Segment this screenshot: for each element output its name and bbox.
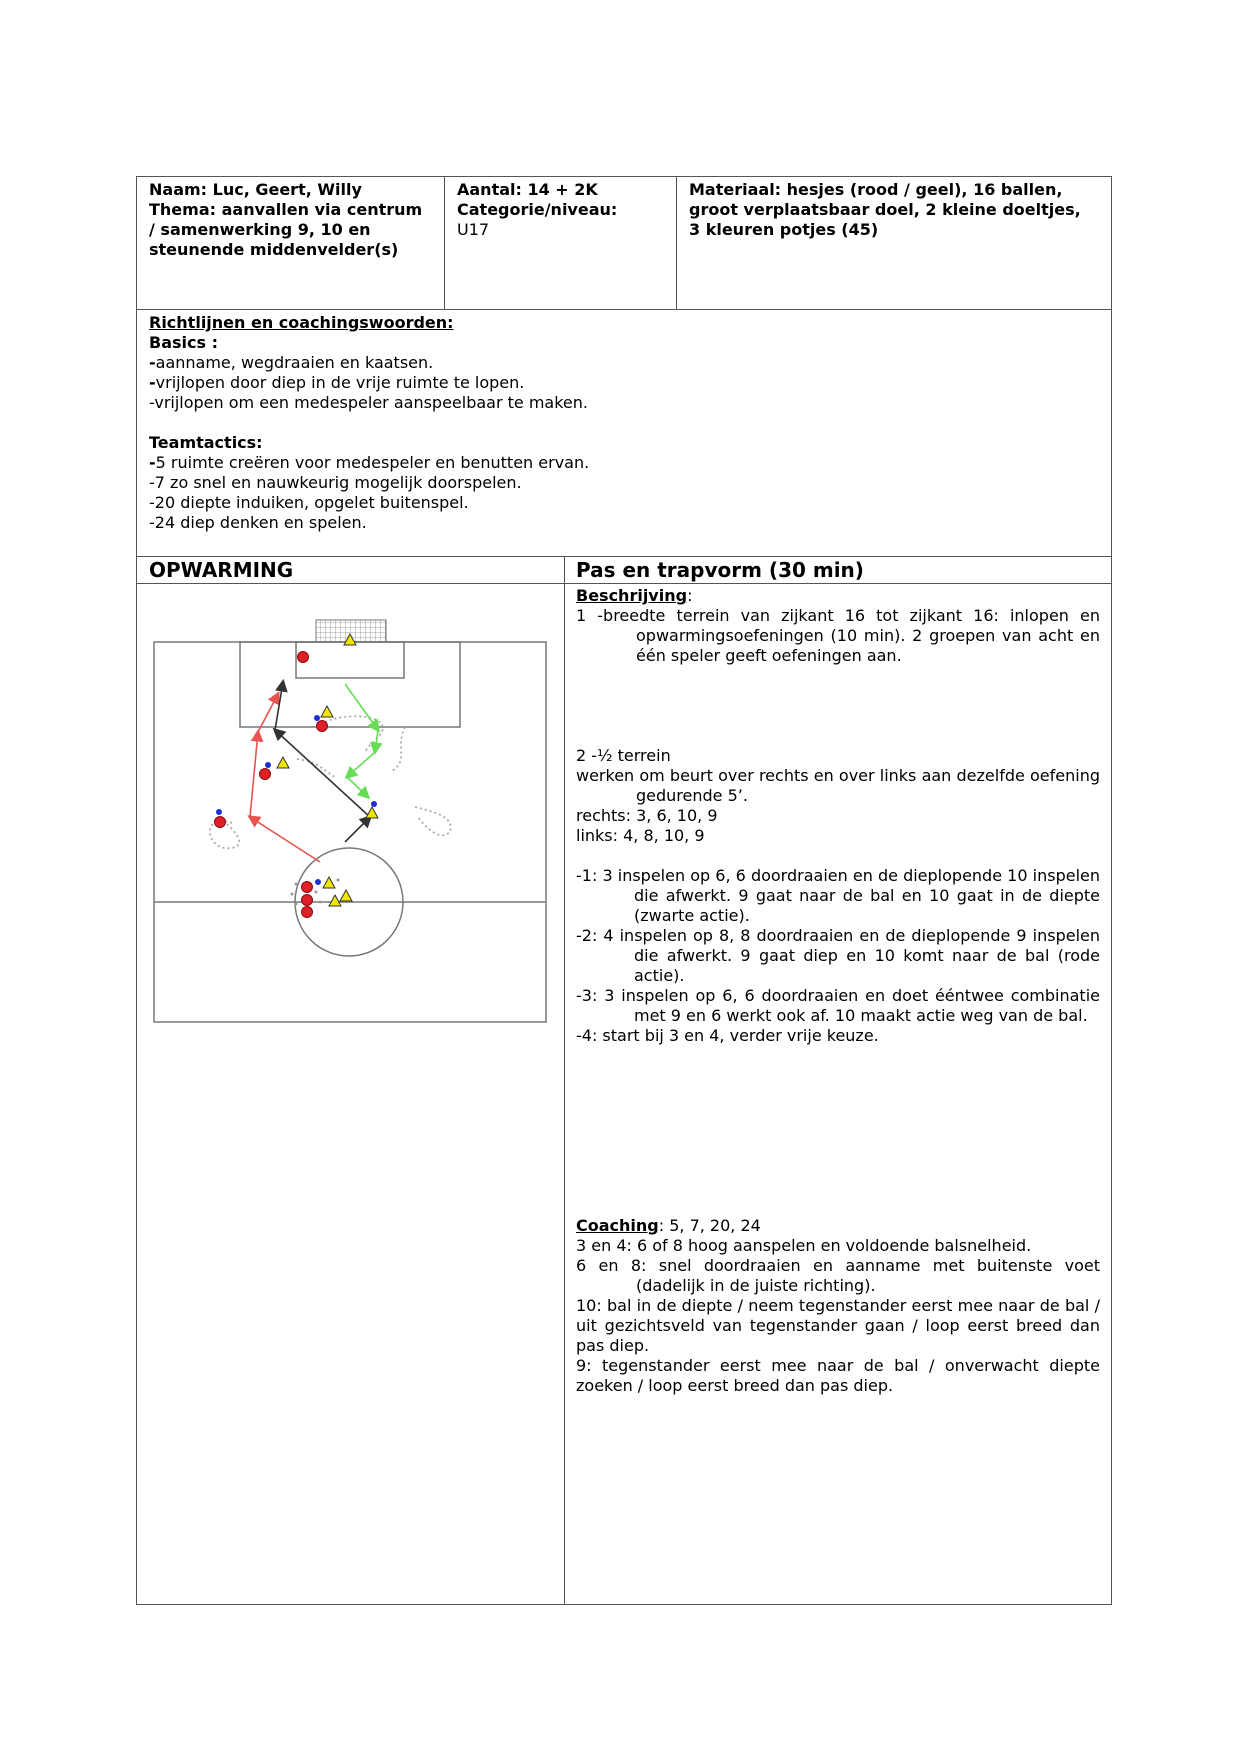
step-4: -4: start bij 3 en 4, verder vrije keuze. (576, 1026, 879, 1045)
ball-markers (216, 715, 377, 885)
step-2: -2: 4 inspelen op 8, 8 doordraaien en de dieplopende 9 inspelen die afwerkt. 9 gaat diep en 10 komt naar de bal (rode actie). (576, 926, 1100, 985)
small-marker (295, 903, 298, 906)
niveau-value: U17 (457, 220, 490, 239)
team-item-4: -24 diep denken en spelen. (149, 513, 367, 532)
basics-item-2: -vrijlopen door diep in de vrije ruimte te lopen. (149, 373, 525, 392)
players-red (215, 652, 328, 918)
pitch-diagram (150, 612, 550, 1027)
player-red (298, 652, 309, 663)
ball-marker (216, 809, 222, 815)
goal-area (296, 642, 404, 678)
step-3: -3: 3 inspelen op 6, 6 doordraaien en doet ééntwee combinatie met 9 en 6 werkt ook af. 10 maakt actie weg van de bal. (576, 986, 1100, 1025)
red-run-1 (250, 732, 258, 817)
green-run-2 (375, 730, 378, 752)
player-red (302, 907, 313, 918)
cone (277, 757, 289, 768)
coaching-block (576, 1216, 1100, 1396)
player-red (302, 882, 313, 893)
aantal-block (457, 180, 672, 240)
black-pass-1 (345, 817, 370, 842)
player-red (317, 721, 328, 732)
ball-marker (315, 879, 321, 885)
coaching-line-4: 9: tegenstander eerst mee naar de bal / onverwacht diepte zoeken / loop eerst breed dan pas diep. (576, 1356, 1100, 1395)
richtlijnen-title: Richtlijnen en coachingswoorden: (149, 313, 454, 332)
team-item-1: -5 ruimte creëren voor medespeler en benutten ervan. (149, 453, 590, 472)
penalty-area (240, 642, 460, 727)
cone (329, 895, 341, 906)
small-marker (315, 891, 318, 894)
categorie-label: Categorie/niveau: (457, 200, 618, 219)
pitch-lines (154, 642, 546, 1022)
rechts-line: rechts: 3, 6, 10, 9 (576, 806, 718, 825)
coaching-heading: Coaching: 5, 7, 20, 24 (576, 1216, 761, 1235)
coaching-line-3: 10: bal in de diepte / neem tegenstander eerst mee naar de bal / uit gezichtsveld van tegenstander gaan / loop eerst breed dan pas diep. (576, 1296, 1100, 1355)
ball-marker (265, 762, 271, 768)
black-run-lines (275, 682, 370, 842)
materiaal-block (689, 180, 1109, 240)
materiaal-line-3: 3 kleuren potjes (45) (689, 220, 879, 239)
player-red (302, 895, 313, 906)
beschrijving-p2: werken om beurt over rechts en over links aan dezelfde oefening gedurende 5’. (576, 766, 1100, 805)
team-item-2: -7 zo snel en nauwkeurig mogelijk doorspelen. (149, 473, 522, 492)
green-run-1 (345, 684, 378, 730)
materiaal-line-2: groot verplaatsbaar doel, 2 kleine doeltjes, (689, 200, 1081, 219)
thema-line-1: Thema: aanvallen via centrum (149, 200, 423, 219)
thema-line-2: / samenwerking 9, 10 en (149, 220, 371, 239)
spacer (576, 846, 1100, 866)
spacer (149, 413, 1099, 433)
black-run-2 (275, 682, 283, 730)
thema-line-3: steunende middenvelder(s) (149, 240, 399, 259)
pas-en-trapvorm-title: Pas en trapvorm (30 min) (576, 558, 864, 582)
materiaal-line-1: Materiaal: hesjes (rood / geel), 16 ballen, (689, 180, 1063, 199)
small-marker (295, 883, 298, 886)
cone (366, 807, 378, 818)
basics-title: Basics : (149, 333, 218, 352)
naam-block (149, 180, 439, 260)
dribble-path-3 (325, 716, 383, 752)
red-pass-1 (250, 817, 320, 862)
links-line: links: 4, 8, 10, 9 (576, 826, 705, 845)
coaching-line-2: 6 en 8: snel doordraaien en aanname met buitenste voet (dadelijk in de juiste richting). (576, 1256, 1100, 1295)
green-run-3 (347, 752, 375, 777)
ball-marker (314, 715, 320, 721)
small-marker (319, 901, 322, 904)
coaching-line-1: 3 en 4: 6 of 8 hoog aanspelen en voldoende balsnelheid. (576, 1236, 1032, 1255)
green-run-4 (347, 777, 368, 797)
cone (340, 890, 352, 901)
black-run-1 (275, 730, 370, 817)
richtlijnen-block (149, 313, 1099, 533)
basics-item-3: -vrijlopen om een medespeler aanspeelbaar te maken. (149, 393, 588, 412)
small-marker (291, 893, 294, 896)
player-red (260, 769, 271, 780)
red-run-lines (250, 694, 320, 862)
cones-yellow (277, 634, 378, 906)
opwarming-title: OPWARMING (149, 558, 294, 582)
naam-text: Naam: Luc, Geert, Willy (149, 180, 362, 199)
beschrijving-p1: 1 -breedte terrein van zijkant 16 tot zijkant 16: inlopen en opwarmingsoefeningen (10 min). 2 groepen van acht en één speler geeft oefeningen aan. (576, 606, 1100, 665)
half-field-outline (154, 642, 546, 1022)
spacer (576, 666, 1100, 746)
basics-item-1: -aanname, wegdraaien en kaatsen. (149, 353, 434, 372)
cone (321, 706, 333, 717)
dribble-path-5 (390, 727, 405, 772)
step-1: -1: 3 inspelen op 6, 6 doordraaien en de dieplopende 10 inspelen die afwerkt. 9 gaat naar de bal en 10 gaat in de diepte (zwarte actie). (576, 866, 1100, 925)
dribble-paths (210, 716, 451, 848)
beschrijving-p2-head: 2 -½ terrein (576, 746, 671, 765)
beschrijving-block (576, 586, 1100, 1046)
dribble-path-4 (415, 807, 451, 835)
aantal-text: Aantal: 14 + 2K (457, 180, 598, 199)
player-red (215, 817, 226, 828)
team-item-3: -20 diepte induiken, opgelet buitenspel. (149, 493, 469, 512)
ball-marker (371, 801, 377, 807)
cone (323, 877, 335, 888)
beschrijving-heading: Beschrijving: (576, 586, 693, 605)
green-run-lines (345, 684, 378, 797)
teamtactics-title: Teamtactics: (149, 433, 263, 452)
small-marker (337, 879, 340, 882)
